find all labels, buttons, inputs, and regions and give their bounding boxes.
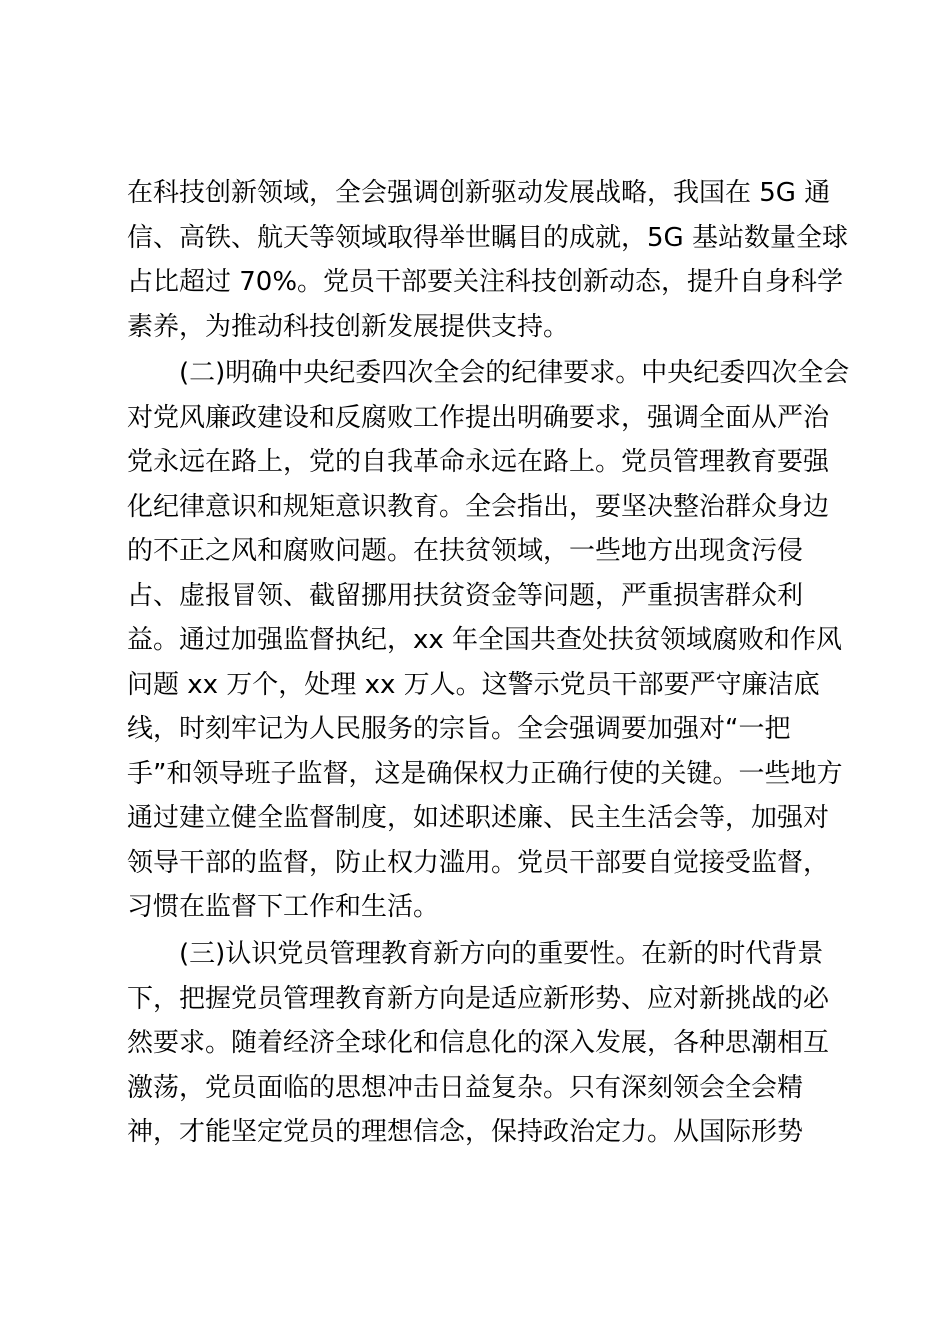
text-line: 占、虚报冒领、截留挪用扶贫资金等问题，严重损害群众利 bbox=[127, 580, 804, 611]
text-line: 在科技创新领域，全会强调创新驱动发展战略，我国在 5G 通 bbox=[127, 178, 831, 208]
text-line: 激荡，党员面临的思想冲击日益复杂。只有深刻领会全会精 bbox=[127, 1072, 804, 1103]
text-line: 习惯在监督下工作和生活。 bbox=[127, 892, 440, 922]
text-line: 党永远在路上，党的自我革命永远在路上。党员管理教育要强 bbox=[127, 447, 830, 477]
text-line: 神，才能坚定党员的理想信念，保持政治定力。从国际形势 bbox=[127, 1117, 804, 1147]
text-line: 然要求。随着经济全球化和信息化的深入发展，各种思潮相互 bbox=[127, 1028, 830, 1058]
paragraph-discipline-requirements bbox=[127, 351, 850, 930]
paragraph-tech-innovation bbox=[127, 171, 847, 349]
text-line: 素养，为推动科技创新发展提供支持。 bbox=[127, 311, 570, 342]
text-line: 化纪律意识和规矩意识教育。全会指出，要坚决整治群众身边 bbox=[127, 491, 830, 522]
paragraph-new-direction bbox=[127, 932, 847, 1155]
text-line: (三)认识党员管理教育新方向的重要性。在新的时代背景 bbox=[179, 939, 824, 969]
text-line: 的不正之风和腐败问题。在扶贫领域，一些地方出现贪污侵 bbox=[127, 536, 804, 566]
text-line: (二)明确中央纪委四次全会的纪律要求。中央纪委四次全会 bbox=[179, 358, 850, 388]
text-line: 益。通过加强监督执纪，xx 年全国共查处扶贫领域腐败和作风 bbox=[127, 625, 843, 655]
text-line: 占比超过 70%。党员干部要关注科技创新动态，提升自身科学 bbox=[127, 267, 844, 297]
text-line: 信、高铁、航天等领域取得举世瞩目的成就，5G 基站数量全球 bbox=[127, 222, 848, 253]
text-line: 手”和领导班子监督，这是确保权力正确行使的关键。一些地方 bbox=[127, 758, 843, 789]
text-line: 领导干部的监督，防止权力滥用。党员干部要自觉接受监督， bbox=[127, 847, 830, 878]
text-line: 线，时刻牢记为人民服务的宗旨。全会强调要加强对“一把 bbox=[127, 714, 791, 744]
text-line: 通过建立健全监督制度，如述职述廉、民主生活会等，加强对 bbox=[127, 803, 830, 833]
text-line: 对党风廉政建设和反腐败工作提出明确要求，强调全面从严治 bbox=[127, 402, 830, 433]
text-line: 问题 xx 万个，处理 xx 万人。这警示党员干部要严守廉洁底 bbox=[127, 669, 820, 700]
text-line: 下，把握党员管理教育新方向是适应新形势、应对新挑战的必 bbox=[127, 983, 830, 1014]
